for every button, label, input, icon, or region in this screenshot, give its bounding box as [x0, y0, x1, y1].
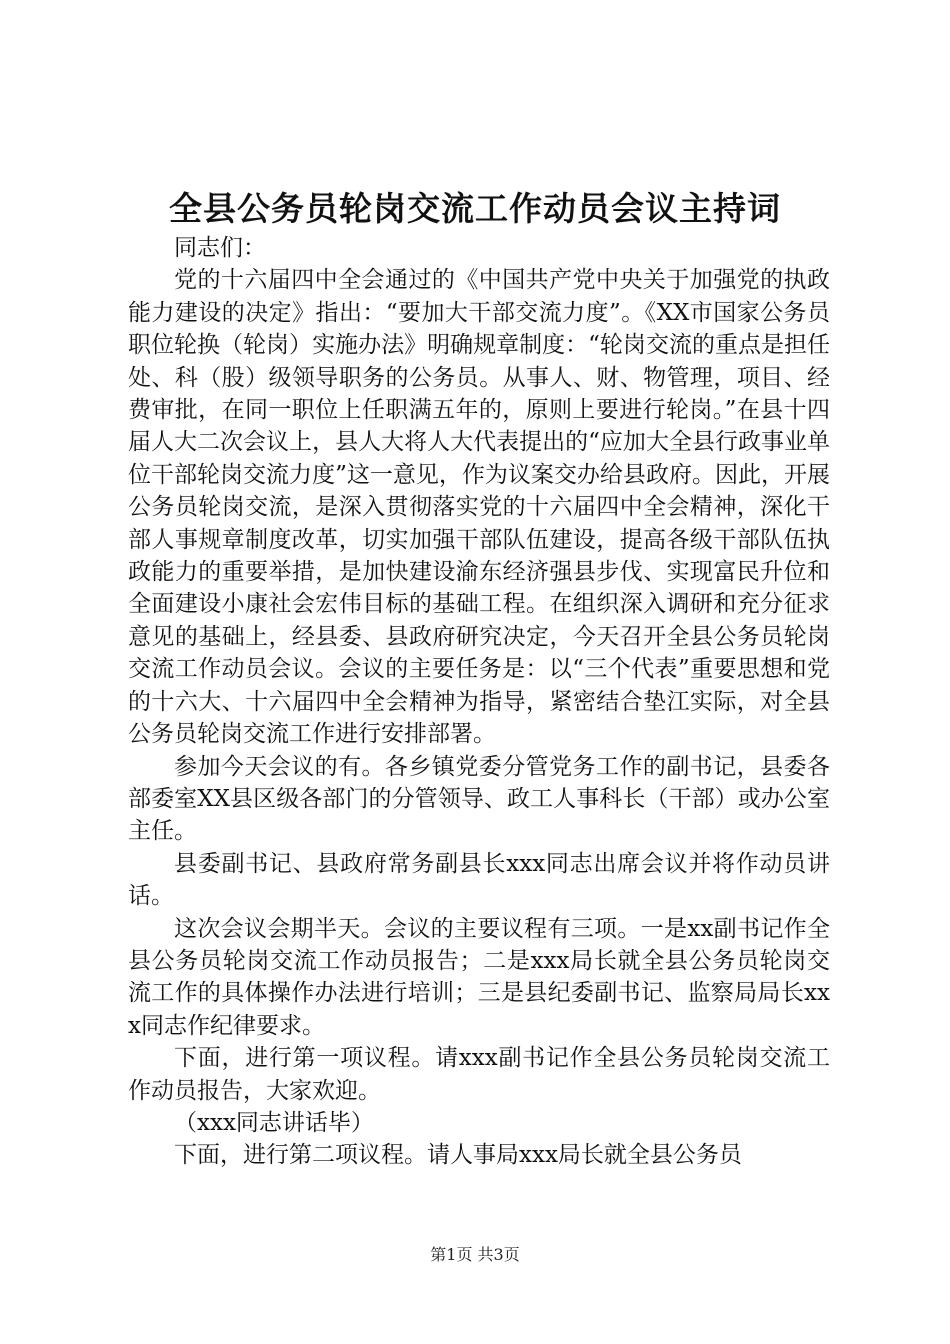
paragraph-2: 参加今天会议的有。各乡镇党委分管党务工作的副书记，县委各部委室XX县区级各部门的分管领导、政工人事科长（干部）或办公室主任。 — [128, 753, 830, 845]
paragraph-6: （xxx同志讲话毕） — [174, 1109, 374, 1136]
paragraph-5: 下面，进行第一项议程。请xxx副书记作全县公务员轮岗交流工作动员报告，大家欢迎。 — [128, 1045, 830, 1104]
page-footer: 第1页 共3页 — [430, 1245, 520, 1264]
document-title: 全县公务员轮岗交流工作动员会议主持词 — [169, 189, 781, 228]
document-body — [128, 232, 830, 1172]
paragraph-1: 党的十六届四中全会通过的《中国共产党中央关于加强党的执政能力建设的决定》指出：“要加大干部交流力度”。《XX市国家公务员职位轮换（轮岗）实施办法》明确规章制度：“轮岗交流的重点是担任处、科（股）级领导职务的公务员。从事人、财、物管理，项目、经费审批，在同一职位上任职满五年的，原则上要进行轮岗。”在县十四届人大二次会议上，县人大将人大代表提出的“应加大全县行政事业单位干部轮岗交流力度”这一意见，作为议案交办给县政府。因此，开展公务员轮岗交流，是深入贯彻落实党的十六届四中全会精神，深化干部人事规章制度改革，切实加强干部队伍建设，提高各级干部队伍执政能力的重要举措，是加快建设渝东经济强县步伐、实现富民升位和全面建设小康社会宏伟目标的基础工程。在组织深入调研和充分征求意见的基础上，经县委、县政府研究决定，今天召开全县公务员轮岗交流工作动员会议。会议的主要任务是：以“三个代表”重要思想和党的十六大、十六届四中全会精神为指导，紧密结合垫江实际，对全县公务员轮岗交流工作进行安排部署。 — [128, 267, 830, 748]
paragraph-7: 下面，进行第二项议程。请人事局xxx局长就全县公务员 — [174, 1142, 742, 1169]
paragraph-4: 这次会议会期半天。会议的主要议程有三项。一是xx副书记作全县公务员轮岗交流工作动员报告；二是xxx局长就全县公务员轮岗交流工作的具体操作办法进行培训；三是县纪委副书记、监察局局长xxx同志作纪律要求。 — [128, 915, 830, 1039]
paragraph-3: 县委副书记、县政府常务副县长xxx同志出席会议并将作动员讲话。 — [128, 850, 830, 910]
salutation: 同志们： — [174, 235, 266, 261]
